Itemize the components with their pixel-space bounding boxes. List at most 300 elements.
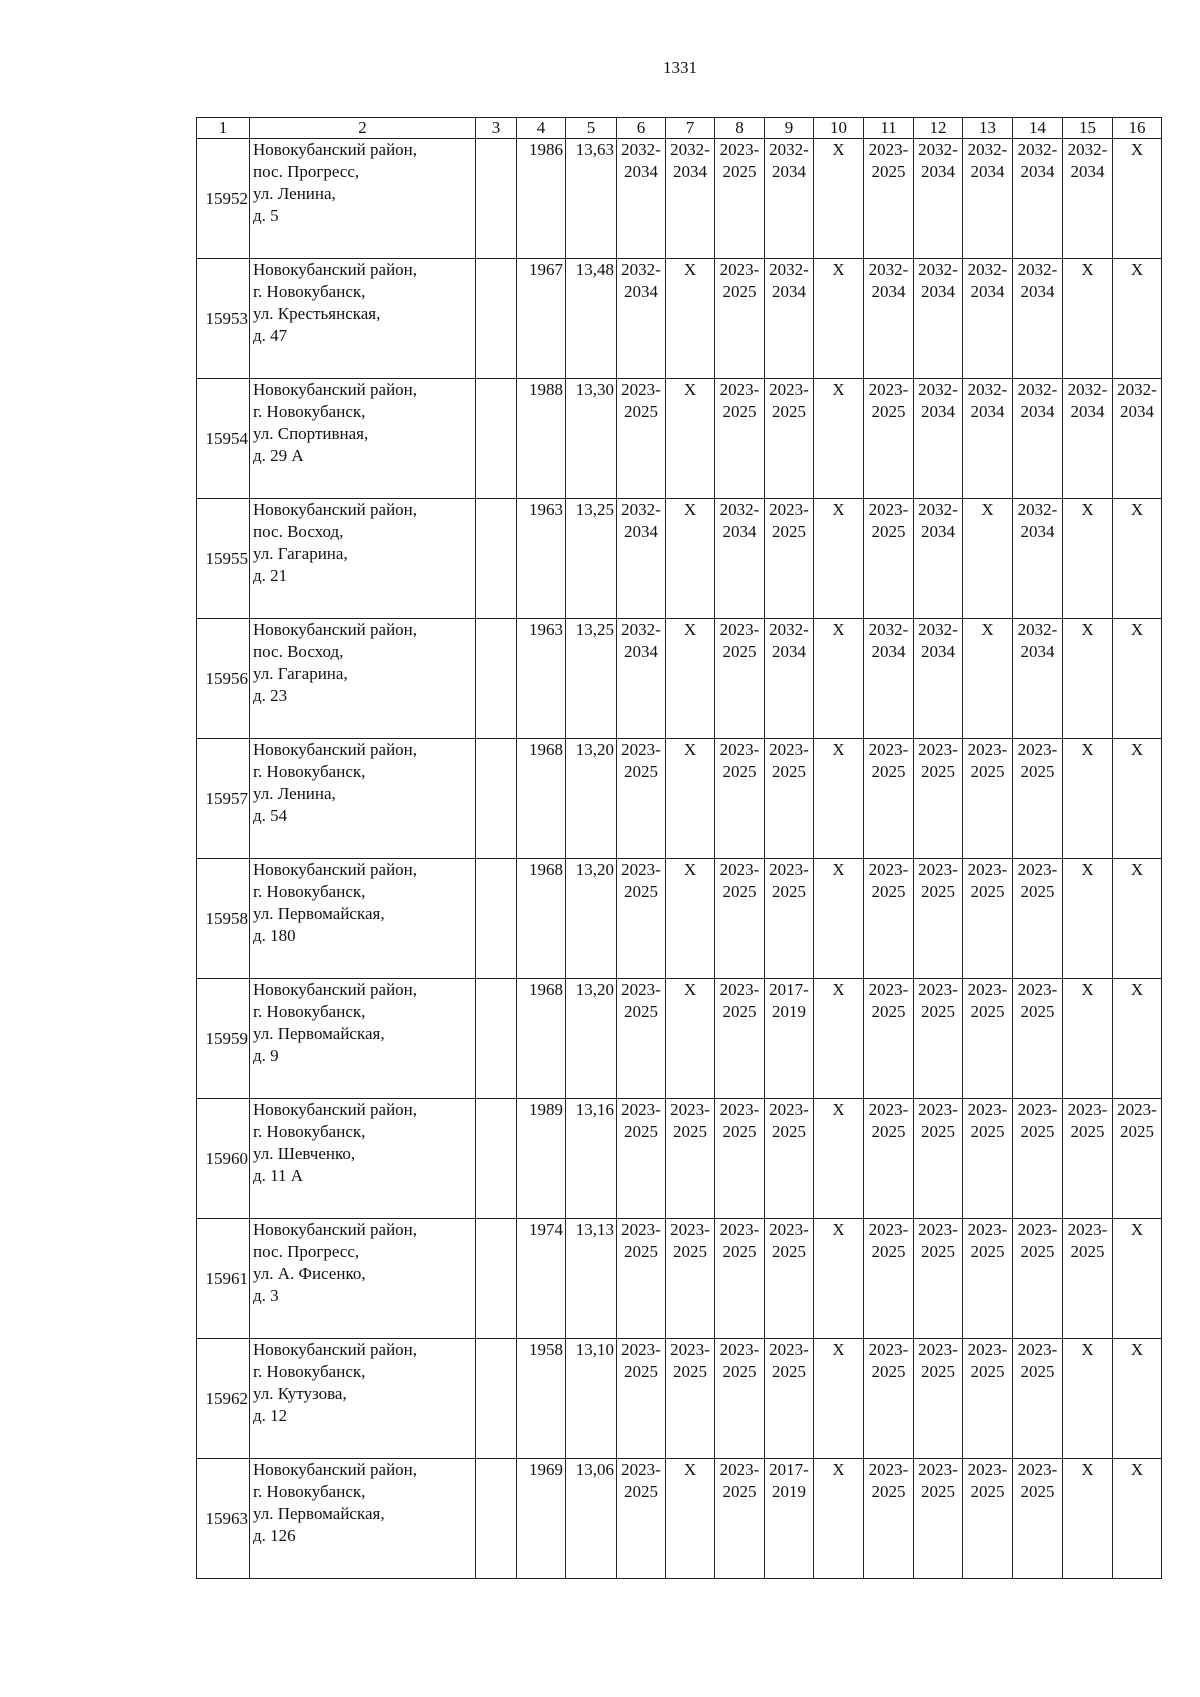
period-cell-col-16: [1113, 1339, 1162, 1459]
period-cell-col-11: [864, 1219, 914, 1339]
period-cell-col-16: [1113, 499, 1162, 619]
record-number: 15963: [197, 1459, 250, 1579]
period-cell-col-7: [666, 259, 715, 379]
column-header-8: 8: [715, 118, 765, 139]
period-cell-col-14: [1013, 259, 1063, 379]
period-cell-col-12: [914, 979, 963, 1099]
address-line: ул. Ленина,: [253, 784, 336, 803]
period-text: 2032-: [1067, 140, 1108, 159]
address-line: д. 29 А: [253, 446, 304, 465]
period-text: 2025: [921, 882, 955, 901]
period-cell-col-9: [765, 1219, 814, 1339]
period-text: 2025: [1120, 1122, 1154, 1141]
period-text: 2025: [1020, 1002, 1055, 1021]
period-cell-col-11: [864, 619, 914, 739]
period-text: 2034: [921, 162, 955, 181]
period-text: 2023-: [918, 1460, 958, 1479]
period-cell-col-8: [715, 379, 765, 499]
period-cell-col-14: [1013, 1219, 1063, 1339]
period-cell-col-8: [715, 1339, 765, 1459]
period-text: 2034: [722, 522, 757, 541]
period-cell-col-6: [617, 859, 666, 979]
period-cell-col-7: [666, 1099, 715, 1219]
period-text: X: [1081, 260, 1094, 279]
period-cell-col-13: [963, 1099, 1013, 1219]
period-text: 2025: [871, 882, 906, 901]
period-cell-col-11: [864, 139, 914, 259]
period-text: X: [1081, 980, 1094, 999]
period-cell-col-9: [765, 379, 814, 499]
year-cell: 1963: [517, 619, 566, 739]
period-text: 2025: [871, 1362, 906, 1381]
address-line: д. 21: [253, 566, 288, 585]
address-line: д. 126: [253, 1526, 296, 1545]
period-text: X: [683, 860, 697, 879]
column-header-5: 5: [566, 118, 617, 139]
period-text: 2023-: [967, 1100, 1008, 1119]
period-text: X: [832, 860, 845, 879]
period-cell-col-10: [814, 1339, 864, 1459]
address-cell: [250, 379, 476, 499]
period-text: 2025: [970, 1122, 1005, 1141]
period-text: 2025: [921, 1122, 955, 1141]
period-text: 2034: [1070, 162, 1105, 181]
period-text: 2023-: [769, 1220, 809, 1239]
period-cell-col-11: [864, 499, 914, 619]
column-header-16: 16: [1113, 118, 1162, 139]
period-text: 2025: [722, 282, 757, 301]
period-cell-col-6: [617, 1339, 666, 1459]
period-cell-col-13: [963, 619, 1013, 739]
period-cell-col-9: [765, 979, 814, 1099]
period-text: 2025: [624, 762, 658, 781]
period-cell-col-13: [963, 499, 1013, 619]
record-number: 15961: [197, 1219, 250, 1339]
value-cell: 13,20: [566, 739, 617, 859]
column-3-cell: [476, 259, 517, 379]
address-line: Новокубанский район,: [253, 1100, 418, 1119]
period-text: 2032-: [1017, 260, 1058, 279]
table-row: [197, 139, 1162, 259]
year-cell: 1986: [517, 139, 566, 259]
period-cell-col-15: [1063, 139, 1113, 259]
period-text: 2032-: [918, 140, 958, 159]
period-cell-col-6: [617, 1099, 666, 1219]
period-cell-col-10: [814, 259, 864, 379]
value-cell: 13,63: [566, 139, 617, 259]
period-text: X: [1130, 1340, 1144, 1359]
period-cell-col-16: [1113, 1459, 1162, 1579]
period-text: 2023-: [1117, 1100, 1157, 1119]
period-text: 2034: [1020, 282, 1055, 301]
period-cell-col-16: [1113, 619, 1162, 739]
period-text: 2023-: [769, 740, 809, 759]
address-line: Новокубанский район,: [253, 620, 418, 639]
period-cell-col-11: [864, 979, 914, 1099]
period-text: 2025: [722, 1482, 757, 1501]
period-text: 2025: [624, 1362, 658, 1381]
column-3-cell: [476, 859, 517, 979]
address-line: д. 180: [253, 926, 296, 945]
period-text: 2034: [970, 282, 1005, 301]
period-text: X: [832, 620, 845, 639]
year-cell: 1969: [517, 1459, 566, 1579]
table-row: [197, 619, 1162, 739]
period-cell-col-14: [1013, 1099, 1063, 1219]
period-text: X: [832, 380, 845, 399]
period-cell-col-7: [666, 379, 715, 499]
period-cell-col-15: [1063, 1219, 1113, 1339]
period-cell-col-14: [1013, 499, 1063, 619]
period-text: 2023-: [719, 860, 760, 879]
period-text: 2032-: [621, 140, 661, 159]
period-cell-col-8: [715, 259, 765, 379]
period-cell-col-11: [864, 859, 914, 979]
table-row: [197, 259, 1162, 379]
period-text: 2025: [1020, 1122, 1055, 1141]
period-cell-col-7: [666, 619, 715, 739]
period-text: 2023-: [868, 860, 909, 879]
column-3-cell: [476, 739, 517, 859]
record-number: 15953: [197, 259, 250, 379]
value-cell: 13,20: [566, 979, 617, 1099]
period-cell-col-9: [765, 1099, 814, 1219]
period-text: 2034: [624, 522, 658, 541]
period-text: 2023-: [967, 1340, 1008, 1359]
period-cell-col-11: [864, 379, 914, 499]
period-cell-col-9: [765, 1339, 814, 1459]
period-text: 2034: [673, 162, 707, 181]
period-text: 2025: [871, 1002, 906, 1021]
period-text: X: [683, 380, 697, 399]
period-cell-col-12: [914, 259, 963, 379]
period-cell-col-8: [715, 1099, 765, 1219]
period-cell-col-13: [963, 1339, 1013, 1459]
column-3-cell: [476, 979, 517, 1099]
period-text: X: [981, 500, 994, 519]
period-cell-col-11: [864, 1339, 914, 1459]
period-text: X: [1081, 620, 1094, 639]
period-cell-col-10: [814, 739, 864, 859]
period-cell-col-12: [914, 1459, 963, 1579]
period-text: 2025: [921, 1362, 955, 1381]
address-line: г. Новокубанск,: [253, 882, 366, 901]
address-line: г. Новокубанск,: [253, 282, 366, 301]
period-text: 2025: [624, 882, 658, 901]
period-text: 2025: [673, 1362, 707, 1381]
table-row: [197, 499, 1162, 619]
period-cell-col-6: [617, 259, 666, 379]
period-text: 2019: [772, 1482, 806, 1501]
period-cell-col-6: [617, 979, 666, 1099]
record-number: 15958: [197, 859, 250, 979]
period-text: 2025: [1070, 1242, 1105, 1261]
address-line: ул. Кутузова,: [253, 1384, 347, 1403]
period-text: 2023-: [719, 1100, 760, 1119]
period-text: X: [1130, 860, 1144, 879]
column-header-14: 14: [1013, 118, 1063, 139]
period-text: 2025: [871, 1242, 906, 1261]
address-line: д. 12: [253, 1406, 288, 1425]
table-row: [197, 1099, 1162, 1219]
period-text: X: [1081, 740, 1094, 759]
table-row: [197, 979, 1162, 1099]
column-header-12: 12: [914, 118, 963, 139]
period-cell-col-10: [814, 979, 864, 1099]
period-text: 2034: [624, 642, 658, 661]
period-cell-col-15: [1063, 739, 1113, 859]
period-text: 2023-: [719, 260, 760, 279]
address-line: Новокубанский район,: [253, 860, 418, 879]
period-cell-col-13: [963, 979, 1013, 1099]
period-cell-col-14: [1013, 739, 1063, 859]
address-line: ул. Гагарина,: [253, 664, 348, 683]
period-text: 2023-: [1017, 740, 1058, 759]
period-text: X: [683, 260, 697, 279]
period-cell-col-10: [814, 1459, 864, 1579]
period-text: X: [1130, 1220, 1144, 1239]
period-text: 2025: [772, 882, 806, 901]
table-row: [197, 859, 1162, 979]
period-cell-col-15: [1063, 379, 1113, 499]
year-cell: 1958: [517, 1339, 566, 1459]
address-line: Новокубанский район,: [253, 500, 418, 519]
period-cell-col-9: [765, 619, 814, 739]
period-text: 2023-: [1017, 1340, 1058, 1359]
period-text: 2025: [970, 762, 1005, 781]
period-text: 2023-: [918, 860, 958, 879]
address-line: Новокубанский район,: [253, 740, 418, 759]
period-cell-col-16: [1113, 979, 1162, 1099]
period-text: 2032-: [918, 620, 958, 639]
period-cell-col-6: [617, 379, 666, 499]
period-text: 2023-: [967, 1220, 1008, 1239]
period-text: 2025: [871, 402, 906, 421]
period-text: 2023-: [719, 140, 760, 159]
period-text: 2023-: [868, 1100, 909, 1119]
period-cell-col-14: [1013, 979, 1063, 1099]
period-text: 2025: [772, 1242, 806, 1261]
period-text: 2023-: [967, 740, 1008, 759]
value-cell: 13,16: [566, 1099, 617, 1219]
period-text: 2032-: [769, 140, 809, 159]
period-text: 2032-: [918, 380, 958, 399]
column-header-4: 4: [517, 118, 566, 139]
address-line: г. Новокубанск,: [253, 1122, 366, 1141]
period-text: X: [1081, 500, 1094, 519]
address-line: г. Новокубанск,: [253, 402, 366, 421]
period-text: 2025: [772, 762, 806, 781]
column-3-cell: [476, 1219, 517, 1339]
period-text: 2032-: [719, 500, 760, 519]
period-text: 2023-: [918, 1220, 958, 1239]
period-cell-col-15: [1063, 259, 1113, 379]
period-text: 2023-: [621, 860, 661, 879]
period-cell-col-6: [617, 1459, 666, 1579]
period-text: 2025: [921, 1242, 955, 1261]
year-cell: 1968: [517, 739, 566, 859]
period-text: 2025: [673, 1122, 707, 1141]
period-text: 2019: [772, 1002, 806, 1021]
period-cell-col-7: [666, 859, 715, 979]
period-text: X: [683, 620, 697, 639]
period-text: 2032-: [621, 260, 661, 279]
address-line: ул. Первомайская,: [253, 1024, 385, 1043]
period-text: 2032-: [868, 620, 909, 639]
period-text: 2025: [722, 1362, 757, 1381]
period-cell-col-16: [1113, 1099, 1162, 1219]
record-number: 15962: [197, 1339, 250, 1459]
period-text: 2023-: [621, 740, 661, 759]
period-text: 2025: [624, 1482, 658, 1501]
period-text: 2023-: [1017, 860, 1058, 879]
period-text: 2025: [624, 402, 658, 421]
address-cell: [250, 499, 476, 619]
address-line: ул. Спортивная,: [253, 424, 369, 443]
column-header-row: [197, 118, 1162, 139]
period-text: 2017-: [769, 980, 809, 999]
value-cell: 13,10: [566, 1339, 617, 1459]
address-line: д. 23: [253, 686, 288, 705]
period-cell-col-10: [814, 619, 864, 739]
column-header-10: 10: [814, 118, 864, 139]
address-line: Новокубанский район,: [253, 140, 418, 159]
period-text: 2032-: [868, 260, 909, 279]
period-text: 2034: [1020, 522, 1055, 541]
period-text: 2032-: [621, 500, 661, 519]
column-header-11: 11: [864, 118, 914, 139]
year-cell: 1968: [517, 979, 566, 1099]
period-cell-col-16: [1113, 139, 1162, 259]
period-cell-col-8: [715, 1219, 765, 1339]
period-text: 2023-: [967, 980, 1008, 999]
period-text: 2034: [970, 162, 1005, 181]
value-cell: 13,20: [566, 859, 617, 979]
period-text: 2025: [871, 1122, 906, 1141]
period-text: 2034: [772, 162, 806, 181]
period-text: 2034: [1020, 402, 1055, 421]
period-cell-col-10: [814, 379, 864, 499]
column-header-7: 7: [666, 118, 715, 139]
column-3-cell: [476, 499, 517, 619]
period-cell-col-7: [666, 1339, 715, 1459]
address-cell: [250, 259, 476, 379]
period-text: 2034: [1120, 402, 1154, 421]
period-cell-col-8: [715, 139, 765, 259]
column-header-13: 13: [963, 118, 1013, 139]
period-cell-col-10: [814, 859, 864, 979]
period-cell-col-10: [814, 1099, 864, 1219]
period-text: 2023-: [621, 380, 661, 399]
address-cell: [250, 139, 476, 259]
address-line: ул. Первомайская,: [253, 1504, 385, 1523]
record-number: 15956: [197, 619, 250, 739]
period-text: X: [683, 1460, 697, 1479]
period-text: 2032-: [1017, 620, 1058, 639]
period-cell-col-8: [715, 499, 765, 619]
record-number: 15955: [197, 499, 250, 619]
period-text: X: [1130, 980, 1144, 999]
period-text: X: [832, 1340, 845, 1359]
period-text: 2023-: [868, 740, 909, 759]
period-text: 2032-: [918, 500, 958, 519]
value-cell: 13,13: [566, 1219, 617, 1339]
period-cell-col-7: [666, 1219, 715, 1339]
period-text: 2034: [970, 402, 1005, 421]
period-cell-col-13: [963, 379, 1013, 499]
period-text: 2023-: [1067, 1100, 1108, 1119]
period-text: 2025: [722, 1242, 757, 1261]
year-cell: 1974: [517, 1219, 566, 1339]
table-row: [197, 1339, 1162, 1459]
address-line: г. Новокубанск,: [253, 1482, 366, 1501]
period-cell-col-9: [765, 739, 814, 859]
address-line: д. 9: [253, 1046, 279, 1065]
period-text: 2023-: [719, 740, 760, 759]
period-text: 2025: [722, 402, 757, 421]
period-text: 2023-: [918, 1340, 958, 1359]
year-cell: 1968: [517, 859, 566, 979]
period-text: 2025: [722, 762, 757, 781]
period-text: 2023-: [670, 1340, 710, 1359]
period-text: 2023-: [967, 1460, 1008, 1479]
period-text: X: [832, 260, 845, 279]
period-text: 2023-: [719, 380, 760, 399]
period-text: 2025: [1020, 882, 1055, 901]
period-cell-col-8: [715, 859, 765, 979]
period-text: 2025: [970, 882, 1005, 901]
address-line: Новокубанский район,: [253, 980, 418, 999]
period-cell-col-10: [814, 139, 864, 259]
period-text: 2025: [772, 522, 806, 541]
period-cell-col-11: [864, 739, 914, 859]
period-cell-col-7: [666, 739, 715, 859]
address-cell: [250, 739, 476, 859]
period-cell-col-14: [1013, 1459, 1063, 1579]
period-cell-col-8: [715, 979, 765, 1099]
period-text: 2032-: [1017, 500, 1058, 519]
period-text: 2023-: [868, 980, 909, 999]
period-text: 2025: [772, 402, 806, 421]
period-cell-col-12: [914, 139, 963, 259]
period-cell-col-15: [1063, 499, 1113, 619]
period-text: 2032-: [1017, 380, 1058, 399]
period-cell-col-13: [963, 859, 1013, 979]
period-text: 2025: [772, 1122, 806, 1141]
period-text: 2023-: [769, 1340, 809, 1359]
period-text: 2025: [970, 1482, 1005, 1501]
period-text: 2023-: [918, 980, 958, 999]
period-text: 2023-: [769, 500, 809, 519]
period-cell-col-15: [1063, 1459, 1113, 1579]
period-text: 2023-: [621, 1340, 661, 1359]
period-text: 2032-: [967, 140, 1008, 159]
address-line: ул. Ленина,: [253, 184, 336, 203]
period-text: 2025: [921, 762, 955, 781]
period-text: 2032-: [670, 140, 710, 159]
period-text: 2032-: [967, 380, 1008, 399]
period-cell-col-15: [1063, 1339, 1113, 1459]
period-text: X: [1130, 140, 1144, 159]
column-header-9: 9: [765, 118, 814, 139]
period-cell-col-14: [1013, 619, 1063, 739]
column-3-cell: [476, 139, 517, 259]
period-cell-col-16: [1113, 259, 1162, 379]
period-text: 2034: [921, 402, 955, 421]
period-text: X: [832, 740, 845, 759]
period-text: 2025: [624, 1122, 658, 1141]
period-text: X: [832, 980, 845, 999]
